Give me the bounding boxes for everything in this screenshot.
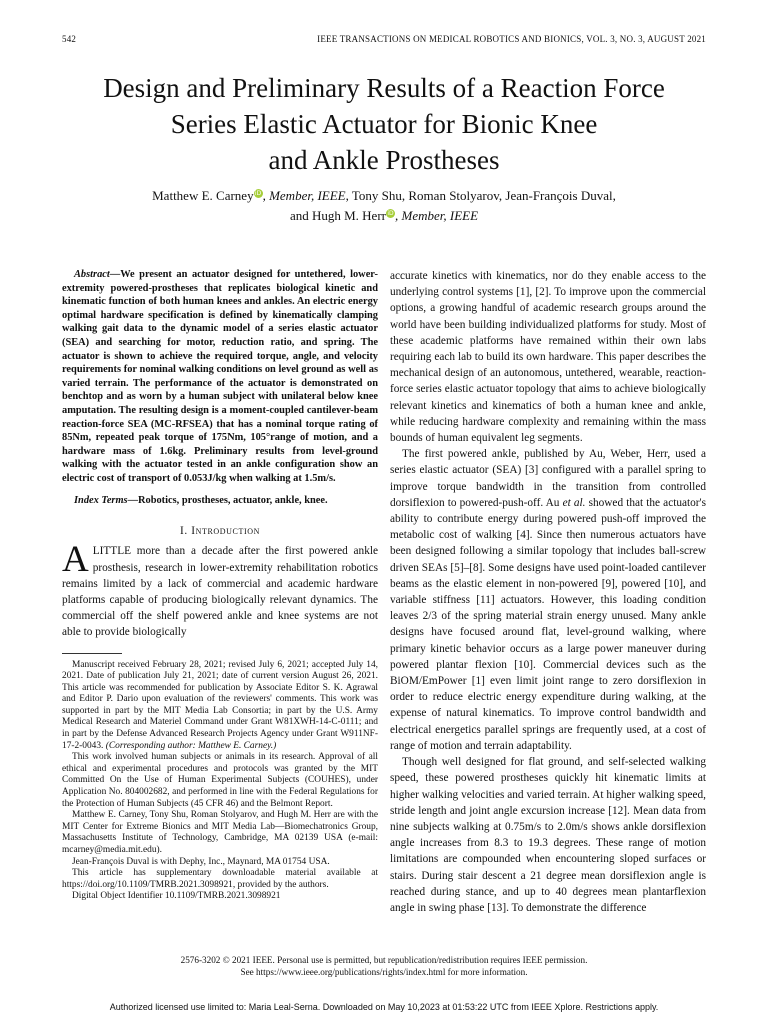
index-terms-lead: Index Terms	[74, 494, 128, 506]
footnote-ethics: This work involved human subjects or animals in its research. Approval of all ethical and experimental procedures and protocols was granted by the MIT Committed On the Use of Human Experimental Subjects (COUHES), under Application No. 804002682, and performed in line with the Federal Regulations for the Protection of Human Subjects (45 CFR 46) and the Belmont Report.	[62, 752, 378, 809]
author-carney: Matthew E. Carney	[152, 188, 254, 203]
author-carney-role: , Member, IEEE	[262, 188, 346, 203]
footnotes	[62, 660, 378, 903]
journal-header: IEEE TRANSACTIONS ON MEDICAL ROBOTICS AND BIONICS, VOL. 3, NO. 3, AUGUST 2021	[317, 34, 706, 44]
et-al: et al.	[562, 496, 586, 509]
copyright-line-1: 2576-3202 © 2021 IEEE. Personal use is permitted, but republication/redistribution requires IEEE permission.	[180, 955, 588, 965]
index-terms-text: —Robotics, prostheses, actuator, ankle, knee.	[127, 494, 328, 506]
abstract	[62, 268, 378, 486]
author-herr-role: , Member, IEEE	[395, 208, 479, 223]
body-paragraph-2b: showed that the actuator's ability to contribute energy during powered push-off improved the metabolic cost of walking [4]. Since then numerous actuators have been designed following a similar topology that includes ball-screw driven SEAs [5]–[8]. Some designs have used point-loaded cantilever beams as the elastic element in non-powered [9], powered [10], and variable stiffness [11] actuators. However, this loading condition leaves 2/3 of the spring material strain energy unused. Many ankle designs have focused around flat, level-ground walking, where primary kinetic behavior occurs as a large power maneuver during powered plantar flexion [10]. Commercial devices such as the BiOM/EmPower [1] even limit joint range to zero dorsiflexion in order to reduce electric energy expenditure during walking, at the expense of natural kinematics. To improve control bandwidth and electrical energetics parallel springs are frequently used, at a cost of range of motion and terrain adaptability.	[390, 496, 706, 752]
footnote-affiliation: Matthew E. Carney, Tony Shu, Roman Stolyarov, and Hugh M. Herr are with the MIT Center for Extreme Bionics and MIT Media Lab—Biomechatronics Group, Massachusetts Institute of Technology, Cambridge, MA 02139 USA (e-mail: mcarney@media.mit.edu).	[62, 810, 378, 856]
page-header	[62, 34, 706, 48]
orcid-icon[interactable]: iD	[254, 189, 262, 197]
drop-cap: A	[62, 539, 89, 581]
left-column	[62, 268, 378, 903]
abstract-lead: Abstract	[74, 269, 110, 280]
footnote-corresponding: (Corresponding author: Matthew E. Carney.)	[105, 740, 277, 751]
footnote-manuscript	[62, 660, 378, 753]
footnote-manuscript-text: Manuscript received February 28, 2021; revised July 6, 2021; accepted July 14, 2021. Date of publication July 21, 2021; date of current version August 26, 2021. This article was recommended for publication by Associate Editor S. K. Agrawal and Editor P. Dario upon evaluation of the reviewers' comments. This work was supported in part by the MIT Media Lab Consortia; in part by the U.S. Army Medical Research and Materiel Command under Grant W81XWH-14-C-0111; and in part by the Defense Advanced Research Projects Agency under Grant W911NF-17-2-0043.	[62, 659, 378, 751]
paper-title	[40, 70, 728, 178]
title-line-3: and Ankle Prostheses	[268, 145, 500, 175]
body-paragraph-2	[390, 446, 706, 754]
body-paragraph-3: Though well designed for flat ground, and self-selected walking speed, these powered prostheses quickly hit kinematic limits at higher walking velocities and varied terrain. At higher walking speed, stride length and joint angle excursion increase [12]. Mean data from nine subjects walking at 0.75m/s to 2.0m/s shows ankle dorsiflexion angle increases from 8.3 to 19.3 degrees. These range of motion limitations are compounded when encountering sloped surfaces or stairs. During stair descent a 21 degree mean dorsiflexion angle is reached during stance, and up to 40 degrees mean plantarflexion angle in swing phase [13]. To demonstrate the difference	[390, 756, 706, 914]
page-number: 542	[62, 34, 77, 44]
section-heading-introduction: I. Introduction	[180, 525, 260, 538]
title-line-1: Design and Preliminary Results of a Reaction Force	[103, 73, 665, 103]
body-paragraph-1: accurate kinetics with kinematics, nor do they enable access to the underlying control systems [1], [2]. To improve upon the commercial options, a growing handful of academic research groups around the world have been building individualized platforms for study. Most of these academic platforms have remained within their own labs requiring each lab to build its own hardware. This paper describes the mechanical design of an autonomous, untethered, wearable, reaction-force series elastic actuator topology that aims to achieve biologically relevant kinetics and kinematics of both a human knee and ankle, while reducing hardware complexity and remaining within the mass bounds of human equivalent leg segments.	[390, 270, 706, 445]
footnote-doi: Digital Object Identifier 10.1109/TMRB.2021.3098921	[72, 891, 281, 902]
footnote-divider	[62, 653, 122, 654]
intro-paragraph	[62, 539, 378, 640]
right-column	[390, 268, 706, 916]
copyright-notice	[62, 954, 706, 978]
license-footer: Authorized licensed use limited to: Maria Leal-Serna. Downloaded on May 10,2023 at 01:53:22 UTC from IEEE Xplore. Restrictions apply.	[109, 1002, 659, 1012]
footnote-supplementary: This article has supplementary downloadable material available at https://doi.org/10.1109/TMRB.2021.3098921, provided by the authors.	[62, 868, 378, 890]
orcid-icon[interactable]: iD	[387, 209, 394, 217]
title-line-2: Series Elastic Actuator for Bionic Knee	[170, 109, 598, 139]
intro-text: LITTLE more than a decade after the first powered ankle prosthesis, research in lower-extremity rehabilitation robotics remains limited by a lack of commercial and academic hardware platforms capable of producing biologically relevant dynamics. The commercial off the shelf powered ankle and knee systems are not able to provide biologically	[62, 545, 378, 639]
author-list	[60, 186, 708, 226]
footnote-dephy: Jean-François Duval is with Dephy, Inc., Maynard, MA 01754 USA.	[72, 856, 330, 867]
body-paragraph-2a: The first powered ankle, published by Au, Weber, Herr, used a series elastic actuator (SEA) [3] configured with a parallel spring to improve torque bandwidth in the transition from controlled dorsiflexion to powered-push-off. Au	[390, 448, 706, 509]
authors-middle: , Tony Shu, Roman Stolyarov, Jean-François Duval,	[345, 188, 616, 203]
copyright-line-2: See https://www.ieee.org/publications/rights/index.html for more information.	[240, 967, 528, 977]
abstract-text: —We present an actuator designed for untethered, lower-extremity powered-prostheses that replicates biological kinetic and kinematic function of both human knees and ankles. An electric energy optimal hardware specification is defined by kinematically clamping walking gait data to the dynamic model of a series elastic actuator (SEA) and searching for motor, reduction ratio, and spring. The actuator is shown to achieve the required torque, angle, and velocity requirements for nominal walking conditions on level ground as well as varied terrain. The performance of the actuator is demonstrated on benchtop and as worn by a human subject with unilateral below knee amputation. The resulting design is a moment-coupled cantilever-beam reaction-force SEA (MC-RFSEA) that has a nominal torque rating of 85Nm, repeated peak torque of 175Nm, 105°range of motion, and a hardware mass of 1.6kg. Preliminary results from level-ground walking with the actuator tested in an ankle configuration show an electric cost of transport of 0.053J/kg when walking at 1.5m/s.	[62, 269, 378, 484]
author-herr: and Hugh M. Herr	[289, 208, 386, 223]
index-terms	[62, 494, 378, 508]
